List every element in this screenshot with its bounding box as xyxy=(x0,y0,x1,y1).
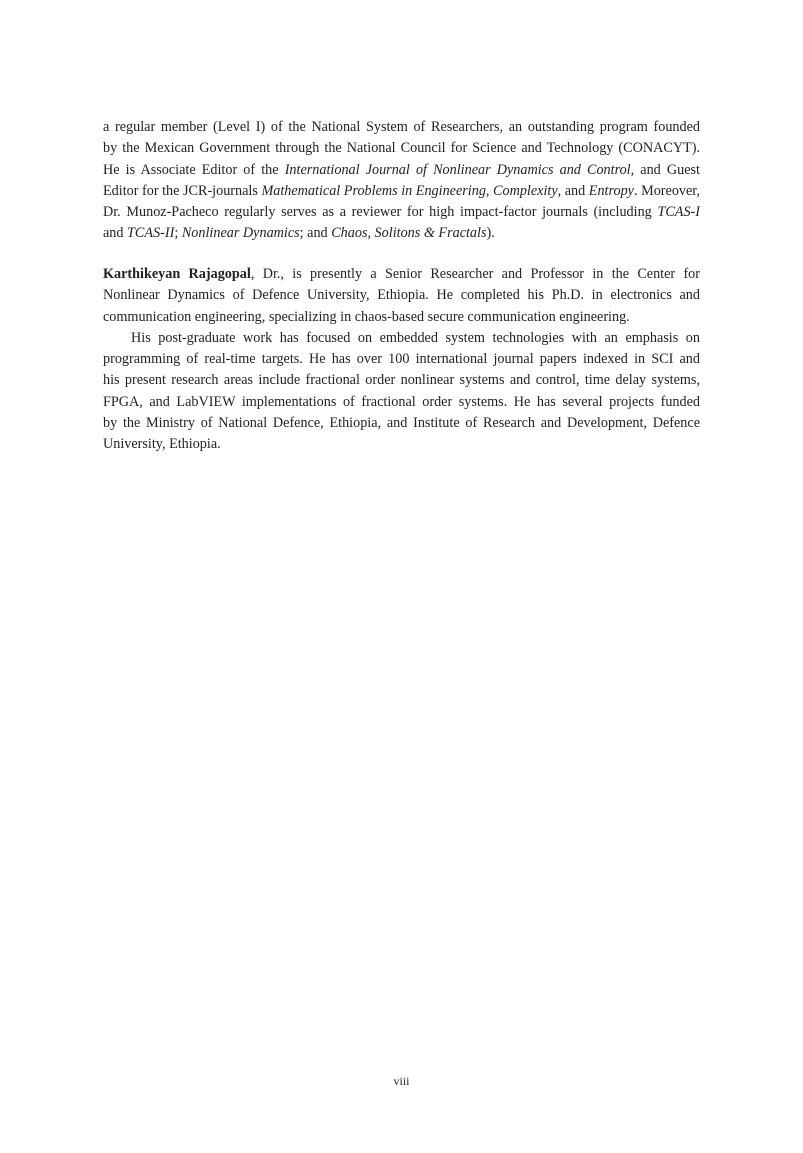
text-span: , xyxy=(485,182,494,199)
text-span: ; xyxy=(174,225,182,242)
bio-paragraph-rajagopal xyxy=(103,264,700,456)
text-span: his present research areas include fractional order nonlinear systems and control, time delay systems, xyxy=(103,372,700,389)
journal-title: TCAS-II xyxy=(127,225,175,242)
text-span: University, Ethiopia. xyxy=(103,436,221,453)
text-span: by the Mexican Government through the National Council for Science and Technology (CONACYT). xyxy=(103,140,700,157)
text-span: , and xyxy=(557,182,589,199)
text-line xyxy=(103,328,700,349)
text-line xyxy=(103,413,700,434)
text-span: He is Associate Editor of the xyxy=(103,161,285,178)
bio-paragraph-munoz-pacheco xyxy=(103,117,700,245)
text-span: . Moreover, xyxy=(633,182,701,199)
author-name: Karthikeyan Rajagopal xyxy=(103,266,251,282)
journal-title: International Journal of Nonlinear Dynamics and Control xyxy=(284,161,631,178)
text-line xyxy=(103,223,700,244)
text-span: His post-graduate work has focused on embedded system technologies with an emphasis on xyxy=(131,329,700,346)
text-line xyxy=(103,434,700,455)
text-span: communication engineering, specializing in chaos-based secure communication engineering. xyxy=(103,308,630,325)
text-span: Dr. Munoz-Pacheco regularly serves as a reviewer for high impact-factor journals (including xyxy=(103,204,658,221)
text-span: by the Ministry of National Defence, Ethiopia, and Institute of Research and Development, Defence xyxy=(103,415,700,432)
text-line xyxy=(103,202,700,223)
text-line xyxy=(103,181,700,202)
text-span: ; and xyxy=(299,225,332,242)
text-span: a regular member (Level I) of the National System of Researchers, an outstanding program founded xyxy=(103,119,700,135)
text-line xyxy=(103,349,700,370)
page-number: viii xyxy=(393,1074,410,1088)
text-line xyxy=(103,392,700,413)
text-span: Nonlinear Dynamics of Defence University, Ethiopia. He completed his Ph.D. in electronics and xyxy=(103,287,700,304)
text-line xyxy=(103,117,700,138)
text-line xyxy=(103,138,700,159)
journal-title: TCAS-I xyxy=(657,204,700,221)
text-span: and xyxy=(103,225,128,242)
journal-title: Complexity xyxy=(493,182,558,199)
text-line xyxy=(103,370,700,391)
journal-title: Chaos, Solitons & Fractals xyxy=(331,225,487,242)
text-line xyxy=(103,160,700,181)
text-line xyxy=(103,264,700,285)
text-span: , Dr., is presently a Senior Researcher and Professor in the Center for xyxy=(250,266,701,282)
text-line xyxy=(103,285,700,306)
text-line xyxy=(103,307,700,328)
journal-title: Entropy xyxy=(588,182,634,199)
text-span: , and Guest xyxy=(630,161,700,178)
journal-title: Mathematical Problems in Engineering xyxy=(261,182,486,199)
journal-title: Nonlinear Dynamics xyxy=(181,225,300,242)
text-span: ). xyxy=(486,225,495,242)
text-span: FPGA, and LabVIEW implementations of fractional order systems. He has several projects funded xyxy=(103,393,700,410)
text-span: programming of real-time targets. He has over 100 international journal papers indexed in SCI and xyxy=(103,351,700,368)
text-span: Editor for the JCR-journals xyxy=(103,182,262,199)
